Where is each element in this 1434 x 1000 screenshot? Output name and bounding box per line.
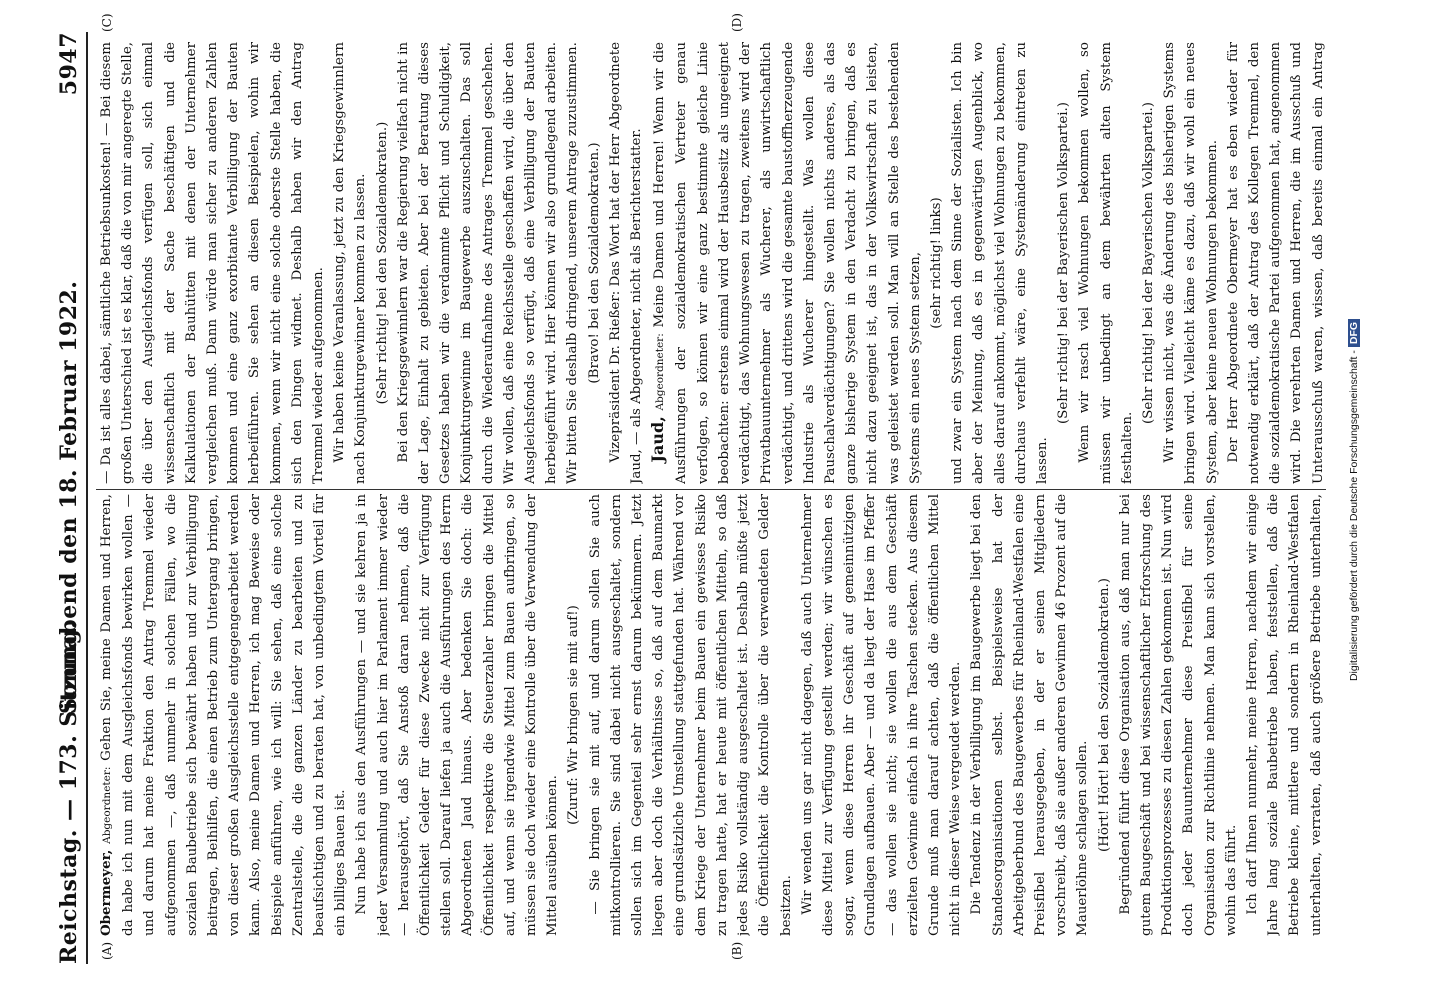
margin-marker-c: (C) bbox=[100, 13, 114, 32]
interjection: (Sehr richtig! bei der Bayerischen Volkspartei.) bbox=[1140, 101, 1156, 425]
left-column bbox=[96, 494, 1326, 936]
margin-marker-b: (B) bbox=[730, 941, 744, 960]
speaker-name: Jaud, bbox=[648, 416, 668, 463]
speech-paragraph: Wenn wir rasch viel Wohnungen bekommen wollen, so müssen wir unbedingt an dem bewährten alten System festhalten. bbox=[1077, 42, 1135, 484]
speech-paragraph: Wir wenden uns gar nicht dagegen, daß auch Unternehmer diese Mittel zur Verfügung gestellt werden; wir wünschen es sogar, wenn diese Herren ihr Geschäft auf gemeinnützigen Grundlagen aufbauen. Aber — und da liegt der Hase im Pfeffer — das wollen sie nicht; sie wollen die aus dem Geschäft erzielten Gewinne einfach in ihre Taschen stecken. Aus diesem Grunde muß man darauf achten, daß die öffentlichen Mittel nicht in dieser Weise vergeudet werden. bbox=[799, 494, 964, 936]
column-divider bbox=[96, 489, 1326, 490]
speech-paragraph: Die Tendenz in der Verbilligung im Baugewerbe liegt bei den Standesorganisationen selbst. Beispielsweise hat der Arbeitgeberbund des Baugewerbes für Rheinland-Westfalen eine Preisfibel herausgegeben, in der er seinen Mitgliedern vorschreibt, daß sie außer anderen Gewinnen 46 Prozent auf die Mauerlöhne schlagen sollen. bbox=[969, 494, 1091, 936]
speech-paragraph: Jaud, Abgeordneter: Meine Damen und Herren! Wenn wir die Ausführungen der sozialdemokratischen Vertreter genau verfolgen, so können wir eine ganz bestimmte gleiche Linie beobachten: erstens einmal wird der Hausbesitz als ungeeignet verdächtigt, das Wohnungswesen zu tragen, zweitens wird der Privatbauunternehmer als Wucherer, als unwirtschaftlich verdächtigt, und drittens wird die gesamte baustoffherzeugende Industrie als Wucherer hingestellt. Was wollen diese Pauschalverdächtigungen? Sie wollen nichts anderes, als das ganze bisherige System in den Verdacht zu bringen, daß es nicht dazu geeignet ist, das in der Volkswirtschaft zu leisten, was geleistet werden soll. Man will an Stelle des bestehenden Systems ein neues System setzen, bbox=[648, 42, 923, 484]
interjection: (Sehr richtig! bei den Sozialdemokraten.) bbox=[374, 121, 390, 405]
speech-paragraph: Nun habe ich aus den Ausführungen — und sie kehren ja in jeder Versammlung und auch hier im Parlament immer wieder — herausgehört, daß Sie Anstoß daran nehmen, daß die Öffentlichkeit Gelder für diese Zwecke nicht zur Verfügung stellen soll. Darauf liefen ja auch die Ausführungen des Herrn Abgeordneten Jaud hinaus. Aber bedenken Sie doch: die Öffentlichkeit respektive die Steuerzahler bringen die Mittel auf, und wenn sie irgendwie Mittel zum Bauen aufbringen, so müssen sie doch wieder eine Kontrolle über die Verwendung der Mittel ausüben können. bbox=[354, 494, 561, 936]
interjection: (Hört! Hört! bei den Sozialdemokraten.) bbox=[1096, 578, 1112, 852]
page-number: 5947 bbox=[56, 32, 82, 96]
right-column bbox=[96, 42, 1326, 484]
speech-paragraph: — Da ist alles dabei, sämtliche Betriebsunkosten! — Bei diesem großen Unterschied ist es klar, daß die von mir angeregte Stelle, die über den Ausgleichsfonds verfügen soll, sich einmal wissenschaftlich mit der Sache beschäftigen und die Kalkulationen der Bauhütten mit denen der Unternehmer vergleichen muß. Dann würde man sicher zu anderen Zahlen kommen und eine ganz exorbitante Verbilligung der Bauten herbeiführen. Sie sehen an diesen Beispielen, wohin wir kommen, wenn wir nicht eine solche oberste Stelle haben, die sich den Dingen widmet. Deshalb haben wir den Antrag Tremmel wieder aufgenommen. bbox=[99, 42, 327, 484]
speaker-role: Abgeordneter: bbox=[654, 333, 667, 411]
header-left: Reichstag. — 173. Sitzung. bbox=[56, 620, 82, 964]
speech-paragraph: Begründend führt diese Organisation aus, daß man nur bei gutem Baugeschäft und bei wissenschaftlicher Erforschung des Produktionsprozesses zu diesen Zahlen gekommen ist. Nun wird doch jeder Bauunternehmer diese Preisfibel für seine Organisation zur Richtlinie nehmen. Man kann sich vorstellen, wohin das führt. bbox=[1117, 494, 1239, 936]
speech-paragraph: Bei den Kriegsgewinnlern war die Regierung vielfach nicht in der Lage, Einhalt zu gebieten. Aber bei der Beratung dieses Gesetzes haben wir die verdammte Pflicht und Schuldigkeit, Konjunkturgewinne im Baugewerbe auszuschalten. Das soll durch die Wiederaufnahme des Antrages Tremmel geschehen. Wir wollen, daß eine Reichsstelle geschaffen wird, die über den Ausgleichsfonds so verfügt, daß eine Verbilligung der Bauten herbeigeführt wird. Hier können wir also grundlegend arbeiten. Wir bitten Sie deshalb dringend, unserem Antrage zuzustimmen. bbox=[395, 42, 581, 484]
interjection: (sehr richtig! links) bbox=[928, 197, 944, 329]
interjection: (Sehr richtig! bei der Bayerischen Volkspartei.) bbox=[1056, 101, 1072, 425]
margin-marker-a: (A) bbox=[100, 941, 114, 960]
speech-paragraph: und zwar ein System nach dem Sinne der Sozialisten. Ich bin aber der Meinung, daß es in gegenwärtigen Augenblick, wo alles darauf ankommt, möglichst viel Wohnungen zu bekommen, durchaus verfehlt wäre, eine Systemänderung eintreten zu lassen. bbox=[950, 42, 1050, 484]
speech-paragraph: Wir haben keine Veranlassung, jetzt zu den Kriegsgewinnlern nach Konjunkturgewinner kommen zu lassen. bbox=[332, 42, 369, 484]
speaker-name: Obermeyer, bbox=[98, 849, 114, 936]
interjection: (Zuruf: Wir bringen sie mit auf!) bbox=[566, 605, 582, 825]
margin-marker-d: (D) bbox=[730, 13, 744, 32]
dfg-logo: DFG bbox=[1348, 319, 1360, 347]
speech-paragraph: Ich darf Ihnen nunmehr, meine Herren, nachdem wir einige Jahre lang soziale Baubetriebe haben, feststellen, daß die Betriebe kleine, mittlere und sondern in Rheinland-Westfalen unterhalten, verraten, daß auch größere Betriebe unterhalten, bbox=[1244, 494, 1324, 936]
credit-text: Digitalisierung gefördert durch die Deutsche Forschungsgemeinschaft - bbox=[1348, 350, 1360, 682]
speech-paragraph: Vizepräsident Dr. Rießer: Das Wort hat der Herr Abgeordnete Jaud, — als Abgeordneter, nicht als Berichterstatter. bbox=[607, 42, 645, 484]
speech-paragraph: — Sie bringen sie mit auf, und darum sollen Sie auch mitkontrollieren. Sie sind dabei nicht ausgeschaltet, sondern sollen sich im Gegenteil sehr ernst darum bekümmern. Jetzt liegen aber doch die Verhältnisse so, daß auf dem Baumarkt eine grundsätzliche Umstellung stattgefunden hat. Während vor dem Kriege der Unternehmer beim Bauen ein gewisses Risiko zu tragen hatte, hat er heute mit öffentlichen Mitteln, so daß jedes Risiko vollständig ausgeschaltet ist. Deshalb müßte jetzt die Öffentlichkeit die Kontrolle über die verwendeten Gelder besitzen. bbox=[587, 494, 794, 936]
speech-paragraph: Wir wissen nicht, was die Änderung des bisherigen Systems bringen wird. Vielleicht käme es dazu, daß wir wohl ein neues System, aber keine neuen Wohnungen bekommen. bbox=[1162, 42, 1220, 484]
digitization-credit bbox=[1348, 0, 1366, 1000]
interjection: (Bravo! bei den Sozialdemokraten.) bbox=[586, 142, 602, 384]
speech-paragraph: Obermeyer, Abgeordneter: Gehen Sie, meine Damen und Herren, da habe ich nun mit dem Ausgleichsfonds bewirken wollen — und darum hat meine Fraktion den Antrag Tremmel wieder aufgenommen —, daß nunmehr in solchen Fällen, wo die sozialen Baubetriebe sich bewährt haben und zur Verbilligung beitragen, Beihilfen, die einen Betrieb zum Untergang bringen, von dieser großen Ausgleichsstelle entgegengearbeitet werden kann. Also, meine Damen und Herren, ich mag Beweise oder Beispiele anführen, wie ich will: Sie sehen, daß eine solche Zentralstelle, die die ganzen Länder zu bearbeiten und zu beaufsichtigen und zu beraten hat, von unbedingtem Vorteil für ein billiges Bauen ist. bbox=[98, 494, 349, 936]
header-date: Sonnabend den 18. Februar 1922. bbox=[56, 280, 82, 714]
speaker-role: Abgeordneter: bbox=[101, 766, 113, 844]
page-header bbox=[56, 32, 88, 964]
speech-paragraph: Der Herr Abgeordnete Obermeyer hat es eben wieder für notwendig erklärt, daß der Antrag des Kollegen Tremmel, den die sozialdemokratische Partei aufgenommen hat, angenommen wird. Die verehrten Damen und Herren, die im Ausschuß und Unterausschuß waren, wissen, daß bereits einmal ein Antrag bbox=[1225, 42, 1326, 484]
